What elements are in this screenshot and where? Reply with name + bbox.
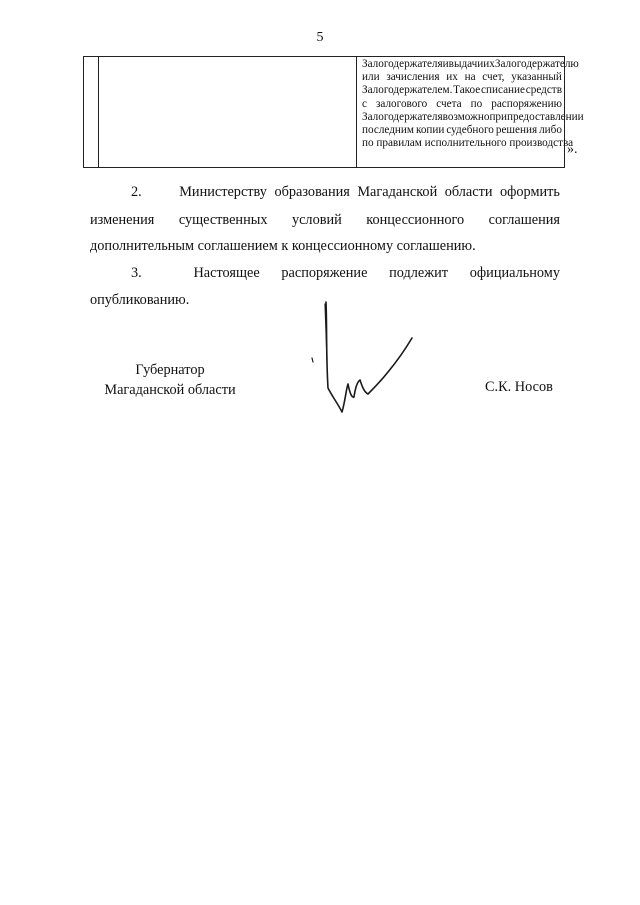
table-cell-text xyxy=(362,58,584,150)
cell-line: последним копии судебного решения либо xyxy=(362,124,562,137)
page-number: 5 xyxy=(316,30,324,45)
item-3-line-1: 3. Настоящее распоряжение подлежит официальному xyxy=(90,265,560,282)
cell-line: Залогодержателя возможно при предоставлении xyxy=(362,110,584,123)
cell-line: Залогодержателем. Такое списание средств xyxy=(362,84,562,97)
item-3-line-2: опубликованию. xyxy=(90,292,190,308)
signatory-name: С.К. Носов xyxy=(485,379,553,395)
closing-quote: ». xyxy=(567,142,578,157)
amendment-table xyxy=(83,56,584,168)
item-2-line-2: изменения существенных условий концессионного соглашения xyxy=(90,212,560,228)
cell-line: или зачисления их на счет, указанный xyxy=(362,71,562,84)
item-2-number: 2. xyxy=(131,184,142,200)
item-2-line-3: дополнительным соглашением к концессионному соглашению. xyxy=(90,238,476,254)
item-3-number: 3. xyxy=(131,265,142,281)
item-2-line-1: 2. Министерству образования Магаданской области оформить xyxy=(90,184,560,201)
cell-line: Залогодержателя и выдачи их Залогодержателю xyxy=(362,58,579,70)
cell-line: по правилам исполнительного производства xyxy=(362,137,574,150)
cell-line: с залогового счета по распоряжению xyxy=(362,97,562,110)
table-column-name xyxy=(98,57,357,167)
table-column-number xyxy=(84,57,99,167)
signatory-title: Губернатор Магаданской области xyxy=(104,362,236,398)
handwritten-signature xyxy=(308,300,428,415)
